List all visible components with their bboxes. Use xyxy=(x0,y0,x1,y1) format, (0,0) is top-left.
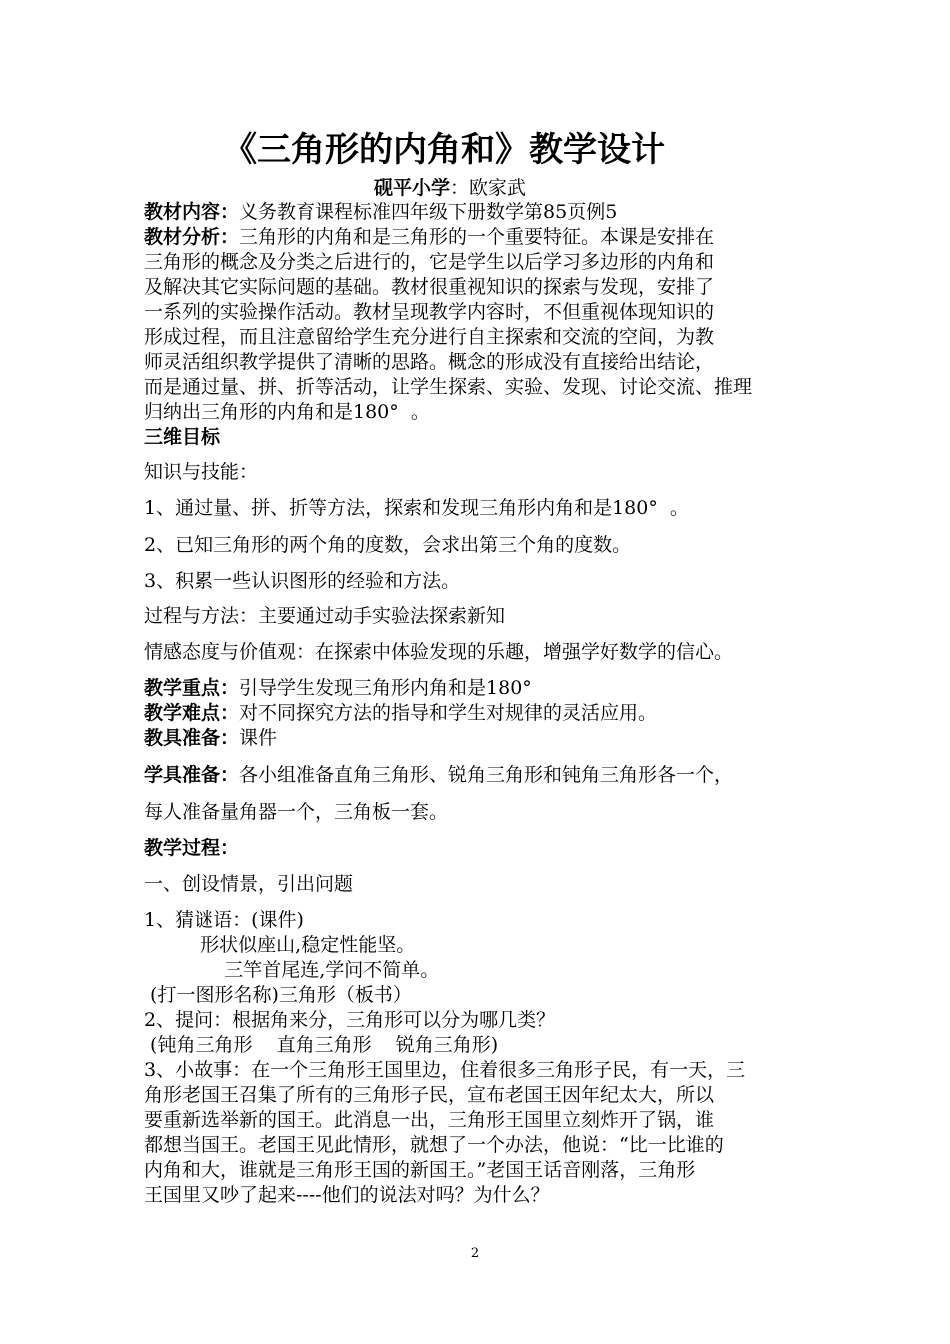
process-line-4: (打一图形名称)三角形（板书） xyxy=(144,984,412,1006)
analysis-label: 教材分析： xyxy=(144,226,240,248)
process-line-1: 1、猜谜语：(课件) xyxy=(144,909,304,931)
process-line-7: 3、小故事：在一个三角形王国里边，住着很多三角形子民，有一天，三 xyxy=(144,1059,746,1081)
difficulty xyxy=(144,701,657,726)
page-number: 2 xyxy=(470,1246,480,1261)
document-title: 《三角形的内角和》教学设计 xyxy=(223,130,665,170)
teacher-tools-label: 教具准备： xyxy=(144,727,240,749)
material-content xyxy=(144,200,617,225)
author-name: 欧家武 xyxy=(469,177,527,199)
analysis-line-6: 师灵活组织教学提供了清晰的思路。概念的形成没有直接给出结论， xyxy=(144,351,715,373)
analysis-line-2: 三角形的概念及分类之后进行的，它是学生以后学习多边形的内角和 xyxy=(144,251,715,273)
student-tools xyxy=(144,763,733,788)
goals-heading: 三维目标 xyxy=(144,426,221,448)
process-line-2: 形状似座山,稳定性能坚。 xyxy=(176,934,416,956)
goal-item-2: 2、已知三角形的两个角的度数，会求出第三个角的度数。 xyxy=(144,534,632,556)
process-method: 过程与方法：主要通过动手实验法探索新知 xyxy=(144,605,506,627)
emotion-goal: 情感态度与价值观：在探索中体验发现的乐趣，增强学好数学的信心。 xyxy=(144,641,734,663)
analysis-line-3: 及解决其它实际问题的基础。教材很重视知识的探索与发现，安排了 xyxy=(144,276,715,298)
key-point-text: 引导学生发现三角形内角和是180° xyxy=(239,677,532,699)
process-line-10: 都想当国王。老国王见此情形，就想了一个办法，他说：“比一比谁的 xyxy=(144,1134,724,1156)
material-content-label: 教材内容： xyxy=(144,201,240,223)
difficulty-text: 对不同探究方法的指导和学生对规律的灵活应用。 xyxy=(239,702,658,724)
student-tools-text: 各小组准备直角三角形、锐角三角形和钝角三角形各一个， xyxy=(239,764,734,786)
goal-item-3: 3、积累一些认识图形的经验和方法。 xyxy=(144,570,461,592)
analysis-text: 三角形的内角和是三角形的一个重要特征。本课是安排在 xyxy=(239,226,715,248)
analysis-line-7: 而是通过量、拼、折等活动，让学生探索、实验、发现、讨论交流、推理 xyxy=(144,376,753,398)
process-line-9: 要重新选举新的国王。此消息一出，三角形王国里立刻炸开了锅，谁 xyxy=(144,1109,715,1131)
teacher-tools-text: 课件 xyxy=(239,727,278,749)
key-point xyxy=(144,676,532,701)
process-heading: 教学过程： xyxy=(144,837,240,859)
process-line-6: (钝角三角形 直角三角形 锐角三角形) xyxy=(144,1034,499,1056)
section-1-heading: 一、创设情景，引出问题 xyxy=(144,873,354,895)
analysis-line-1 xyxy=(144,225,714,250)
analysis-line-8: 归纳出三角形的内角和是180° 。 xyxy=(144,401,430,423)
analysis-line-4: 一系列的实验操作活动。教材呈现教学内容时，不但重视体现知识的 xyxy=(144,301,715,323)
process-line-3: 三竿首尾连,学问不简单。 xyxy=(188,959,440,981)
school-name: 砚平小学 xyxy=(373,177,450,199)
author-separator: ： xyxy=(449,177,469,199)
goal-item-1: 1、通过量、拼、折等方法，探索和发现三角形内角和是180° 。 xyxy=(144,497,689,519)
process-line-12: 王国里又吵了起来----他们的说法对吗？为什么？ xyxy=(144,1184,550,1206)
teacher-tools xyxy=(144,726,277,751)
process-line-11: 内角和大，谁就是三角形王国的新国王。”老国王话音刚落，三角形 xyxy=(144,1159,696,1181)
key-point-label: 教学重点： xyxy=(144,677,240,699)
author-line xyxy=(0,176,900,200)
knowledge-label: 知识与技能： xyxy=(144,461,259,483)
student-tools-line-2: 每人准备量角器一个，三角板一套。 xyxy=(144,801,449,823)
analysis-line-5: 形成过程，而且注意留给学生充分进行自主探索和交流的空间，为教 xyxy=(144,326,715,348)
process-line-8: 角形老国王召集了所有的三角形子民，宣布老国王因年纪太大，所以 xyxy=(144,1084,715,1106)
process-line-5: 2、提问：根据角来分，三角形可以分为哪几类？ xyxy=(144,1009,556,1031)
difficulty-label: 教学难点： xyxy=(144,702,240,724)
material-content-text: 义务教育课程标准四年级下册数学第85页例5 xyxy=(239,201,618,223)
student-tools-label: 学具准备： xyxy=(144,764,240,786)
